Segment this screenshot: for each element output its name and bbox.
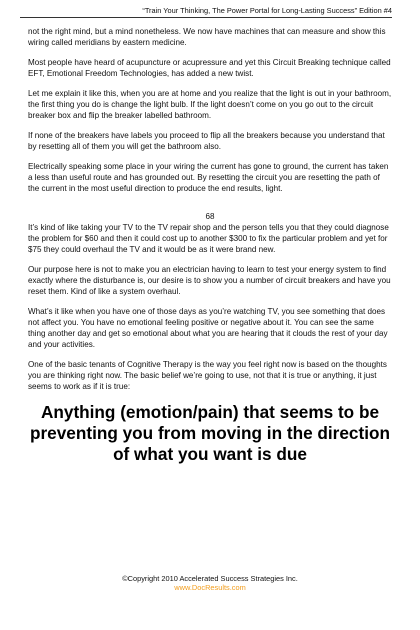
paragraph: If none of the breakers have labels you proceed to flip all the breakers because you understand that by resetting all of them you will get the bathroom also.	[28, 131, 385, 151]
page-number: 68	[205, 212, 215, 221]
paragraph: not the right mind, but a mind nonetheless. We now have machines that can measure and show this wiring called meridians by eastern medicine.	[28, 27, 386, 47]
paragraph: One of the basic tenants of Cognitive Therapy is the way you feel right now is based on the thoughts you are thinking right now. The basic belief we’re going to use, not that it is true or anything, it just seems to work as if it is true:	[28, 360, 387, 391]
header-divider	[20, 17, 392, 18]
paragraph: Let me explain it like this, when you are at home and you realize that the light is out in your bathroom, the first thing you do is change the light bulb. If the light doesn’t come on you go out to the circuit breaker box and flip the breaker labelled bathroom.	[28, 89, 392, 120]
paragraph: It’s kind of like taking your TV to the TV repair shop and the person tells you that they could diagnose the problem for $60 and then it could cost up to another $300 to fix the particular problem and yet for $75 they could overhaul the TV and it would be as it were brand new.	[28, 223, 389, 254]
paragraph: What’s it like when you have one of those days as you’re watching TV, you see something that does not affect you. You have no emotional feeling positive or negative about it. You can see the same thing another day and get so emotional about what you are hearing that it clouds the rest of your day and your activities.	[28, 307, 388, 349]
page-footer	[0, 574, 420, 592]
running-header: “Train Your Thinking, The Power Portal for Long-Lasting Success” Edition #4	[142, 6, 392, 15]
paragraph: Electrically speaking some place in your wiring the current has gone to ground, the current has taken a less than useful route and has grounded out. By resetting the circuit you are resetting the path of the current in the most useful direction to produce the end results, light.	[28, 162, 389, 193]
paragraph: Our purpose here is not to make you an electrician having to learn to test your energy system to find exactly where the disturbance is, our desire is to show you a number of circuit breakers and have you reset them. Kind of like a system overhaul.	[28, 265, 391, 296]
paragraph: Most people have heard of acupuncture or acupressure and yet this Circuit Breaking technique called EFT, Emotional Freedom Technologies, has added a new twist.	[28, 58, 391, 78]
website-link[interactable]: www.DocResults.com	[174, 583, 246, 592]
page-body	[28, 26, 392, 465]
bold-headline: Anything (emotion/pain) that seems to be preventing you from moving in the direction of what you want is due	[29, 402, 390, 464]
copyright-text: ©Copyright 2010 Accelerated Success Strategies Inc.	[122, 574, 298, 583]
